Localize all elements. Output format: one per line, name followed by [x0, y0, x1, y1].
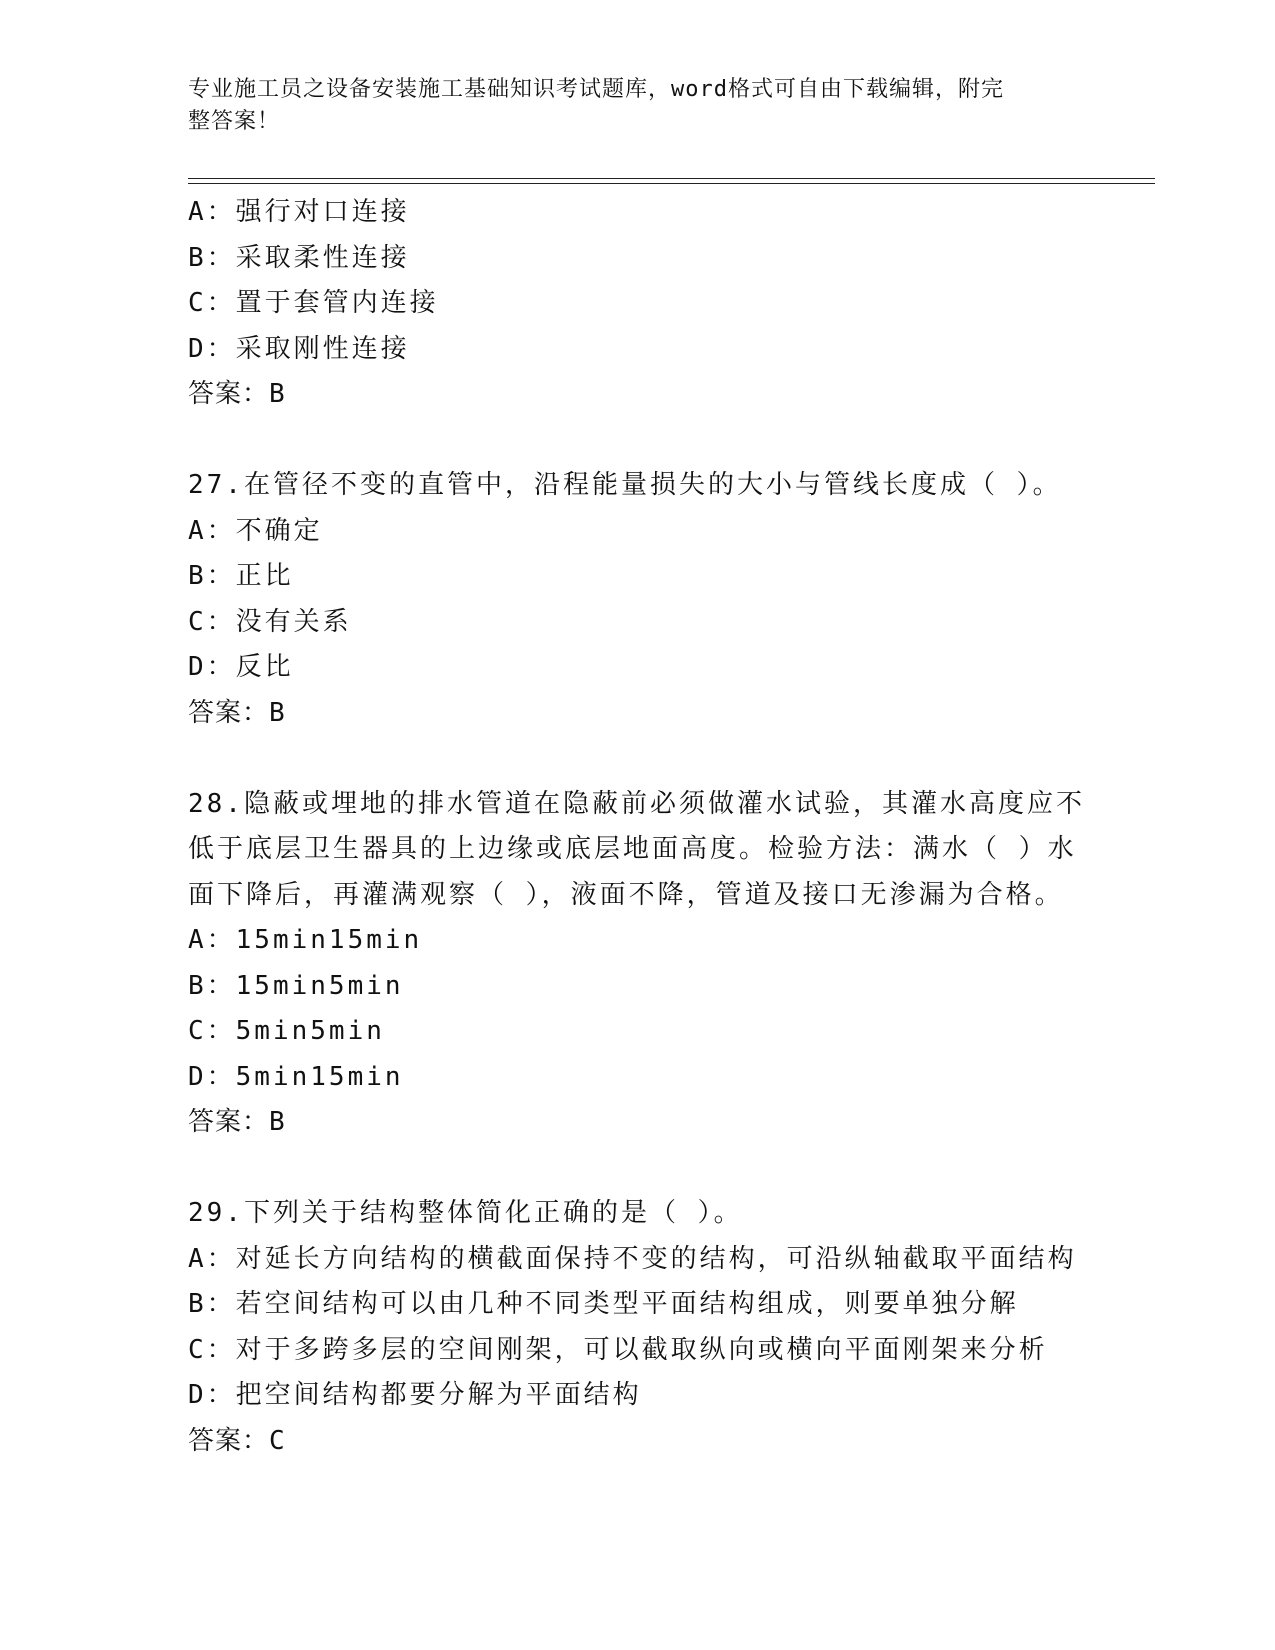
header-line-1: 专业施工员之设备安装施工基础知识考试题库，word格式可自由下载编辑，附完 — [188, 77, 1004, 102]
question-29 — [188, 1191, 1088, 1464]
answer: 答案：C — [188, 1425, 286, 1456]
option-a: A：对延长方向结构的横截面保持不变的结构，可沿纵轴截取平面结构 — [188, 1243, 1077, 1274]
document-header — [188, 74, 1068, 138]
answer: 答案：B — [188, 379, 286, 409]
header-line-2: 整答案！ — [188, 109, 281, 134]
option-c: C：置于套管内连接 — [188, 288, 439, 318]
option-d: D：5min15min — [188, 1061, 404, 1092]
header-divider-bottom — [188, 183, 1155, 184]
question-27 — [188, 463, 1088, 736]
question-text: 27.在管径不变的直管中，沿程能量损失的大小与管线长度成（ ）。 — [188, 470, 1062, 500]
option-b: B：正比 — [188, 561, 294, 591]
question-text-line-3: 面下降后，再灌满观察（ ），液面不降，管道及接口无渗漏为合格。 — [188, 879, 1064, 910]
option-d: D：反比 — [188, 652, 294, 682]
question-text: 29.下列关于结构整体简化正确的是（ ）。 — [188, 1198, 743, 1228]
question-26 — [188, 190, 1088, 418]
spacer — [188, 736, 1088, 782]
answer: 答案：B — [188, 697, 286, 728]
option-c: C：没有关系 — [188, 606, 352, 637]
question-text-line-1: 28.隐蔽或埋地的排水管道在隐蔽前必须做灌水试验，其灌水高度应不 — [188, 788, 1085, 819]
question-list — [188, 190, 1088, 1464]
answer: 答案：B — [188, 1107, 286, 1137]
option-c: C：对于多跨多层的空间刚架，可以截取纵向或横向平面刚架来分析 — [188, 1334, 1048, 1365]
question-28 — [188, 782, 1088, 1146]
option-b: B：若空间结构可以由几种不同类型平面结构组成，则要单独分解 — [188, 1289, 1019, 1319]
option-a: A：15min15min — [188, 925, 423, 955]
spacer — [188, 418, 1088, 464]
option-c: C：5min5min — [188, 1016, 385, 1046]
spacer — [188, 1146, 1088, 1192]
question-text-line-2: 低于底层卫生器具的上边缘或底层地面高度。检验方法：满水（ ）水 — [188, 834, 1077, 864]
option-d: D：采取刚性连接 — [188, 333, 410, 364]
option-b: B：采取柔性连接 — [188, 242, 410, 273]
option-b: B：15min5min — [188, 970, 404, 1001]
header-divider-top — [188, 178, 1155, 179]
option-a: A：强行对口连接 — [188, 197, 410, 227]
option-a: A：不确定 — [188, 515, 323, 546]
option-d: D：把空间结构都要分解为平面结构 — [188, 1380, 642, 1410]
